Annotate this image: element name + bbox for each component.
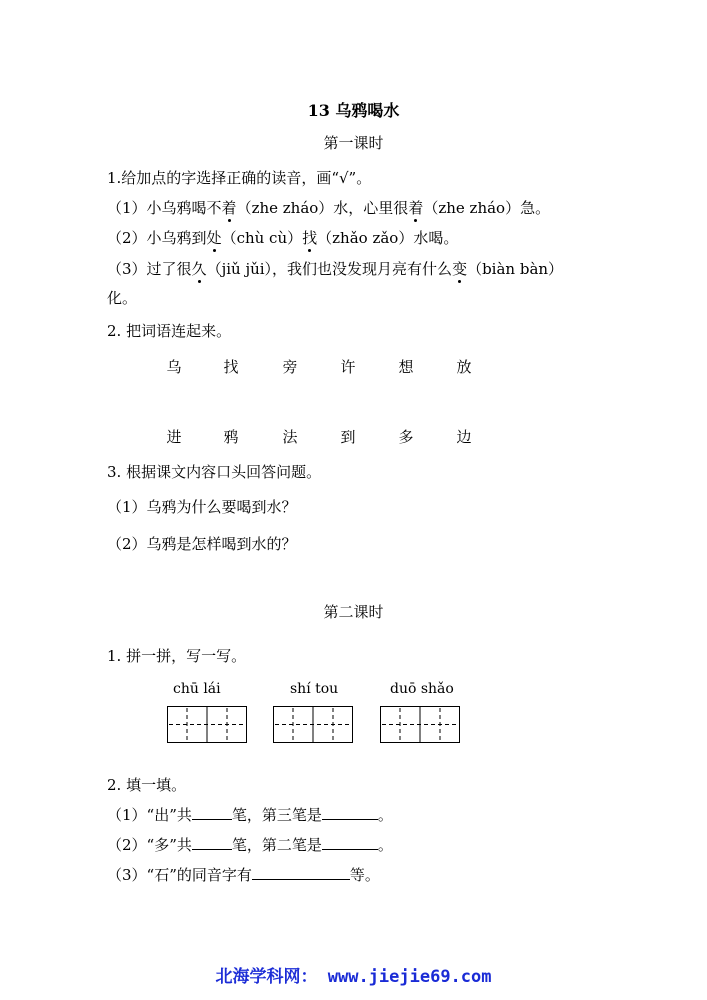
pinyin-1: chū lái bbox=[173, 681, 221, 697]
word-top-5[interactable]: 想 bbox=[398, 358, 414, 376]
lesson-one-heading: 第一课时 bbox=[323, 134, 384, 152]
word-top-1[interactable]: 乌 bbox=[166, 358, 182, 376]
blank-stroke-name[interactable] bbox=[322, 805, 378, 820]
q3-prompt: 3. 根据课文内容口头回答问题。 bbox=[107, 463, 322, 481]
pinyin-3: duō shǎo bbox=[390, 681, 454, 697]
q1-prompt: 1.给加点的字选择正确的读音，画“√”。 bbox=[107, 169, 372, 187]
q1-line-2: （2）小乌鸦到处（chù cù）找（zhǎo zǎo）水喝。 bbox=[107, 229, 459, 247]
word-bottom-2[interactable]: 鸦 bbox=[223, 428, 239, 446]
l2-q2-line-2: （2）“多”共 笔，第二笔是 。 bbox=[107, 836, 393, 854]
word-bottom-1[interactable]: 进 bbox=[166, 428, 182, 446]
writing-grid-2[interactable] bbox=[273, 706, 353, 743]
blank-stroke-count[interactable] bbox=[192, 805, 232, 820]
word-top-3[interactable]: 旁 bbox=[282, 358, 298, 376]
dotted-char: 久 bbox=[191, 260, 207, 278]
word-top-4[interactable]: 许 bbox=[340, 358, 356, 376]
l2-q2-line-3: （3）“石”的同音字有 等。 bbox=[107, 866, 380, 884]
word-bottom-5[interactable]: 多 bbox=[398, 428, 414, 446]
q1-line-1: （1）小乌鸦喝不着（zhe zháo）水，心里很着（zhe zháo）急。 bbox=[107, 199, 551, 217]
q1-line-3-continued: 化。 bbox=[107, 289, 138, 307]
dotted-char: 处 bbox=[206, 229, 222, 247]
blank-stroke-count[interactable] bbox=[192, 835, 232, 850]
footer-watermark: 北海学科网： www.jiejie69.com bbox=[215, 967, 492, 987]
blank-stroke-name[interactable] bbox=[322, 835, 378, 850]
dotted-char: 着 bbox=[408, 199, 424, 217]
dotted-char: 变 bbox=[452, 260, 468, 278]
word-bottom-4[interactable]: 到 bbox=[340, 428, 356, 446]
lesson-two-heading: 第二课时 bbox=[323, 603, 384, 621]
l2-q1-prompt: 1. 拼一拼，写一写。 bbox=[107, 647, 247, 665]
q1-line-3: （3）过了很久（jiǔ jǔi），我们也没发现月亮有什么变（biàn bàn） bbox=[107, 260, 564, 278]
q3-item-2: （2）乌鸦是怎样喝到水的？ bbox=[107, 535, 297, 553]
q2-prompt: 2. 把词语连起来。 bbox=[107, 322, 232, 340]
q3-item-1: （1）乌鸦为什么要喝到水？ bbox=[107, 498, 297, 516]
word-row-top bbox=[0, 357, 707, 377]
word-row-bottom bbox=[0, 427, 707, 447]
l2-q2-line-1: （1）“出”共 笔，第三笔是 。 bbox=[107, 806, 393, 824]
dotted-char: 找 bbox=[302, 229, 318, 247]
writing-grid-3[interactable] bbox=[380, 706, 460, 743]
l2-q2-prompt: 2. 填一填。 bbox=[107, 776, 187, 794]
word-bottom-6[interactable]: 边 bbox=[456, 428, 472, 446]
writing-grid-1[interactable] bbox=[167, 706, 247, 743]
word-top-6[interactable]: 放 bbox=[456, 358, 472, 376]
word-bottom-3[interactable]: 法 bbox=[282, 428, 298, 446]
blank-homophones[interactable] bbox=[252, 865, 350, 880]
word-top-2[interactable]: 找 bbox=[223, 358, 239, 376]
pinyin-2: shí tou bbox=[290, 681, 339, 697]
dotted-char: 着 bbox=[221, 199, 237, 217]
page-title: 13 乌鸦喝水 bbox=[307, 101, 400, 120]
